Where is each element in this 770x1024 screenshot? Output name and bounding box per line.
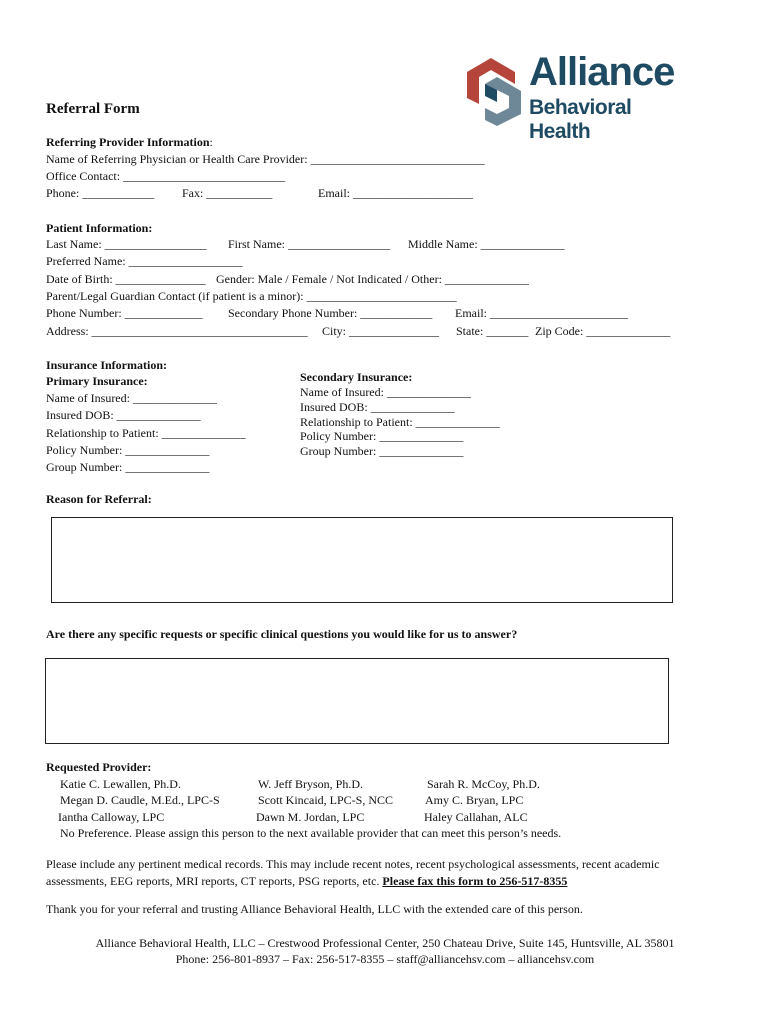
patient-email-field[interactable]: Email: _______________________ <box>455 306 628 320</box>
state-field[interactable]: State: _______ <box>456 324 529 338</box>
reason-label: Reason for Referral: <box>46 492 152 506</box>
secondary-relationship-field[interactable]: Relationship to Patient: ______________ <box>300 415 500 429</box>
primary-insured-dob-field[interactable]: Insured DOB: ______________ <box>46 408 201 422</box>
preferred-name-field[interactable]: Preferred Name: ___________________ <box>46 254 243 268</box>
city-field[interactable]: City: _______________ <box>322 324 440 338</box>
primary-insurance-heading: Primary Insurance: <box>46 374 148 388</box>
provider-option[interactable]: Scott Kincaid, LPC-S, NCC <box>258 793 394 807</box>
office-contact-field[interactable]: Office Contact: ___________________________ <box>46 169 286 183</box>
primary-name-insured-field[interactable]: Name of Insured: ______________ <box>46 391 217 405</box>
provider-option[interactable]: Megan D. Caudle, M.Ed., LPC-S <box>60 793 220 807</box>
records-line1: Please include any pertinent medical records. This may include recent notes, recent psychological assessments, recent academic <box>46 857 660 871</box>
secondary-insurance-heading: Secondary Insurance: <box>300 370 413 384</box>
first-name-field[interactable]: First Name: _________________ <box>228 237 390 251</box>
provider-option[interactable]: Iantha Calloway, LPC <box>58 810 165 824</box>
physician-field[interactable]: Name of Referring Physician or Health Care Provider: _____________________________ <box>46 152 485 166</box>
secondary-policy-field[interactable]: Policy Number: ______________ <box>300 429 464 443</box>
records-line2-text: assessments, EEG reports, MRI reports, CT reports, PSG reports, etc. <box>46 874 380 888</box>
provider-option[interactable]: Haley Callahan, ALC <box>424 810 528 824</box>
provider-option[interactable]: W. Jeff Bryson, Ph.D. <box>258 777 364 791</box>
provider-option[interactable]: Sarah R. McCoy, Ph.D. <box>427 777 540 791</box>
guardian-field[interactable]: Parent/Legal Guardian Contact (if patient is a minor): _________________________ <box>46 289 457 303</box>
company-logo <box>465 50 690 143</box>
thanks-text: Thank you for your referral and trusting Alliance Behavioral Health, LLC with the extended care of this person. <box>46 902 583 916</box>
referring-fax-field[interactable]: Fax: ___________ <box>182 186 273 200</box>
logo-mark-icon <box>465 54 525 126</box>
patient-heading: Patient Information: <box>46 221 153 235</box>
referring-phone-field[interactable]: Phone: ____________ <box>46 186 155 200</box>
referring-email-field[interactable]: Email: ____________________ <box>318 186 473 200</box>
patient-phone-field[interactable]: Phone Number: _____________ <box>46 306 203 320</box>
questions-textbox[interactable] <box>45 658 669 744</box>
provider-option[interactable]: Dawn M. Jordan, LPC <box>256 810 365 824</box>
primary-relationship-field[interactable]: Relationship to Patient: ______________ <box>46 426 246 440</box>
footer-address: Alliance Behavioral Health, LLC – Crestwood Professional Center, 250 Chateau Drive, Suite 145, Huntsville, AL 35801 <box>95 936 675 950</box>
provider-option[interactable]: Amy C. Bryan, LPC <box>425 793 524 807</box>
referring-heading <box>46 134 213 151</box>
secondary-phone-field[interactable]: Secondary Phone Number: ____________ <box>228 306 433 320</box>
providers-heading: Requested Provider: <box>46 760 152 774</box>
zip-field[interactable]: Zip Code: ______________ <box>535 324 671 338</box>
secondary-insured-dob-field[interactable]: Insured DOB: ______________ <box>300 400 455 414</box>
form-title: Referral Form <box>46 101 140 117</box>
dob-field[interactable]: Date of Birth: _______________ <box>46 272 206 286</box>
footer-contact: Phone: 256-801-8937 – Fax: 256-517-8355 – staff@alliancehsv.com – alliancehsv.com <box>175 952 595 966</box>
reason-textbox[interactable] <box>51 517 673 603</box>
primary-policy-field[interactable]: Policy Number: ______________ <box>46 443 210 457</box>
provider-option[interactable]: Katie C. Lewallen, Ph.D. <box>60 777 181 791</box>
referring-heading-colon: : <box>209 135 213 149</box>
records-line2 <box>46 873 567 890</box>
no-preference-option[interactable]: No Preference. Please assign this person to the next available provider that can meet this person’s needs. <box>60 826 562 840</box>
questions-label: Are there any specific requests or specific clinical questions you would like for us to answer? <box>46 627 518 641</box>
fax-note: Please fax this form to 256-517-8355 <box>382 874 568 888</box>
referring-heading-text: Referring Provider Information <box>46 135 210 149</box>
gender-field[interactable]: Gender: Male / Female / Not Indicated / Other: ______________ <box>216 272 529 286</box>
insurance-heading: Insurance Information: <box>46 358 168 372</box>
secondary-group-field[interactable]: Group Number: ______________ <box>300 444 464 458</box>
last-name-field[interactable]: Last Name: _________________ <box>46 237 207 251</box>
logo-text-line2: Behavioral Health <box>529 96 632 143</box>
address-field[interactable]: Address: ____________________________________ <box>46 324 308 338</box>
logo-text-line1: Alliance <box>529 50 675 94</box>
secondary-name-insured-field[interactable]: Name of Insured: ______________ <box>300 385 471 399</box>
middle-name-field[interactable]: Middle Name: ______________ <box>408 237 565 251</box>
primary-group-field[interactable]: Group Number: ______________ <box>46 460 210 474</box>
